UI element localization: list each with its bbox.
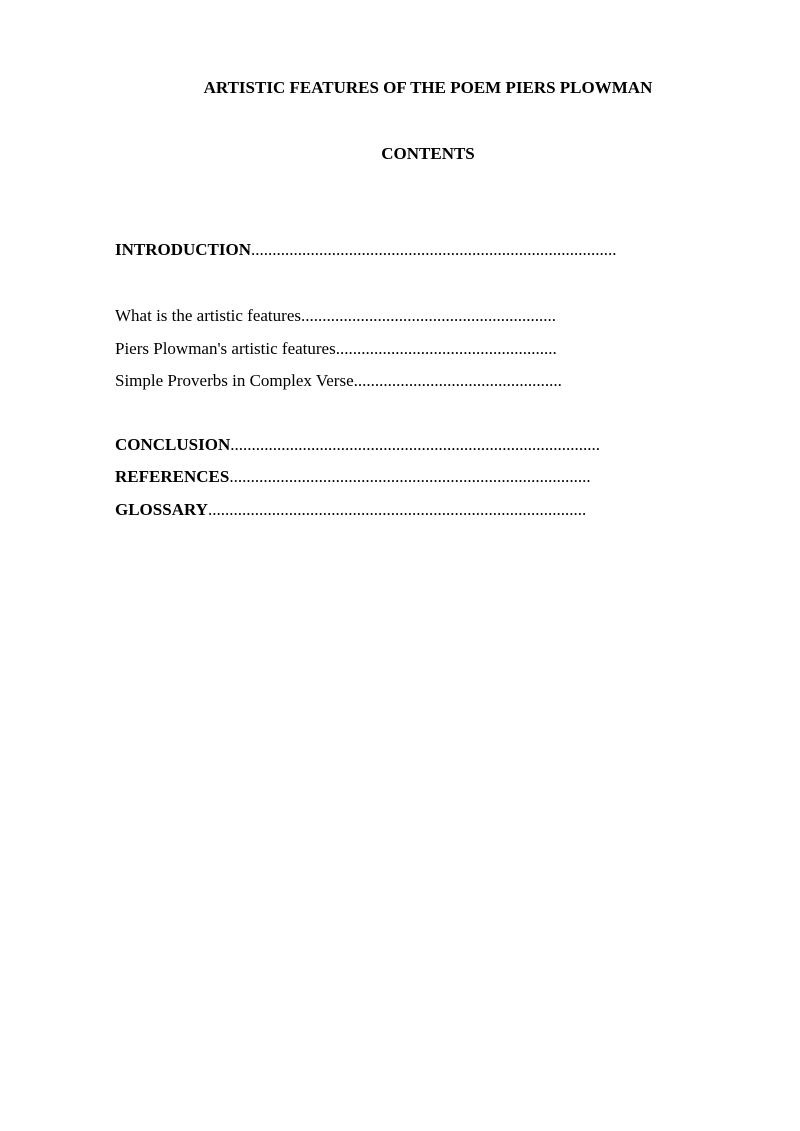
toc-label: GLOSSARY <box>115 500 208 519</box>
toc-leader-dots: ......................................................................................... <box>207 500 587 519</box>
toc-entry-simple-proverbs[interactable] <box>115 370 562 392</box>
document-title: ARTISTIC FEATURES OF THE POEM PIERS PLOWMAN <box>203 78 653 97</box>
toc-entry-piers-features[interactable] <box>115 338 557 360</box>
toc-label: CONCLUSION <box>115 435 231 454</box>
toc-leader-dots: ................................................. <box>353 371 562 390</box>
toc-label: What is the artistic features <box>115 306 301 325</box>
toc-leader-dots: ............................................................ <box>300 306 556 325</box>
toc-entry-artistic-features[interactable] <box>115 305 556 327</box>
toc-leader-dots: ...................................................................................... <box>251 240 617 259</box>
toc-leader-dots: .................................................... <box>335 339 557 358</box>
toc-entry-introduction[interactable] <box>115 239 617 261</box>
toc-entry-references[interactable] <box>115 466 591 488</box>
toc-entry-conclusion[interactable] <box>115 434 600 456</box>
toc-label: INTRODUCTION <box>115 240 252 259</box>
toc-label: Simple Proverbs in Complex Verse <box>115 371 354 390</box>
toc-leader-dots: ..................................................................................... <box>229 467 591 486</box>
toc-entry-glossary[interactable] <box>115 499 586 521</box>
toc-label: Piers Plowman's artistic features <box>115 339 336 358</box>
toc-label: REFERENCES <box>115 467 230 486</box>
contents-heading: CONTENTS <box>381 144 475 163</box>
toc-leader-dots: ....................................................................................... <box>230 435 600 454</box>
